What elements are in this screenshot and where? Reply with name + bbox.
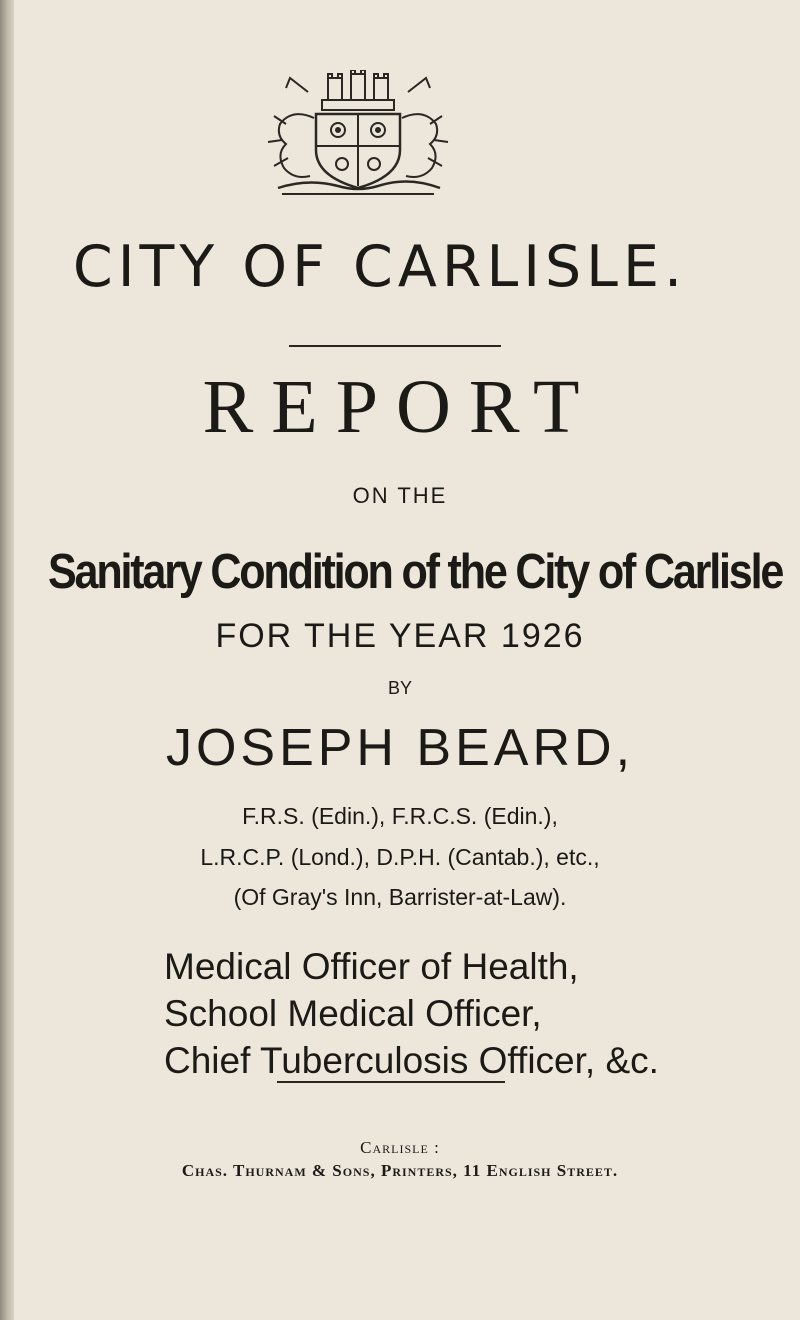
author-qualification: L.R.C.P. (Lond.), D.P.H. (Cantab.), etc., bbox=[200, 844, 600, 870]
coat-of-arms-icon bbox=[258, 70, 458, 200]
report-subject: Sanitary Condition of the City of Carlisle bbox=[48, 545, 783, 599]
author-office: School Medical Officer, bbox=[164, 993, 542, 1034]
divider-rule bbox=[277, 1081, 505, 1083]
author-name: JOSEPH BEARD, bbox=[165, 719, 635, 777]
report-year: FOR THE YEAR 1926 bbox=[215, 617, 585, 655]
connector-text: ON THE bbox=[352, 483, 448, 508]
binding-edge bbox=[0, 0, 14, 1320]
city-title: CITY OF CARLISLE. bbox=[72, 234, 688, 300]
imprint-printer: Chas. Thurnam & Sons, Printers, 11 English Street. bbox=[181, 1161, 619, 1180]
by-line: BY bbox=[387, 678, 412, 698]
divider-rule bbox=[289, 345, 501, 347]
author-office: Chief Tuberculosis Officer, &c. bbox=[164, 1040, 659, 1081]
author-qualification: (Of Gray's Inn, Barrister-at-Law). bbox=[233, 884, 567, 910]
author-office: Medical Officer of Health, bbox=[164, 946, 579, 987]
report-heading: REPORT bbox=[202, 365, 598, 449]
author-qualification: F.R.S. (Edin.), F.R.C.S. (Edin.), bbox=[242, 803, 558, 829]
imprint-place: Carlisle : bbox=[360, 1138, 440, 1157]
